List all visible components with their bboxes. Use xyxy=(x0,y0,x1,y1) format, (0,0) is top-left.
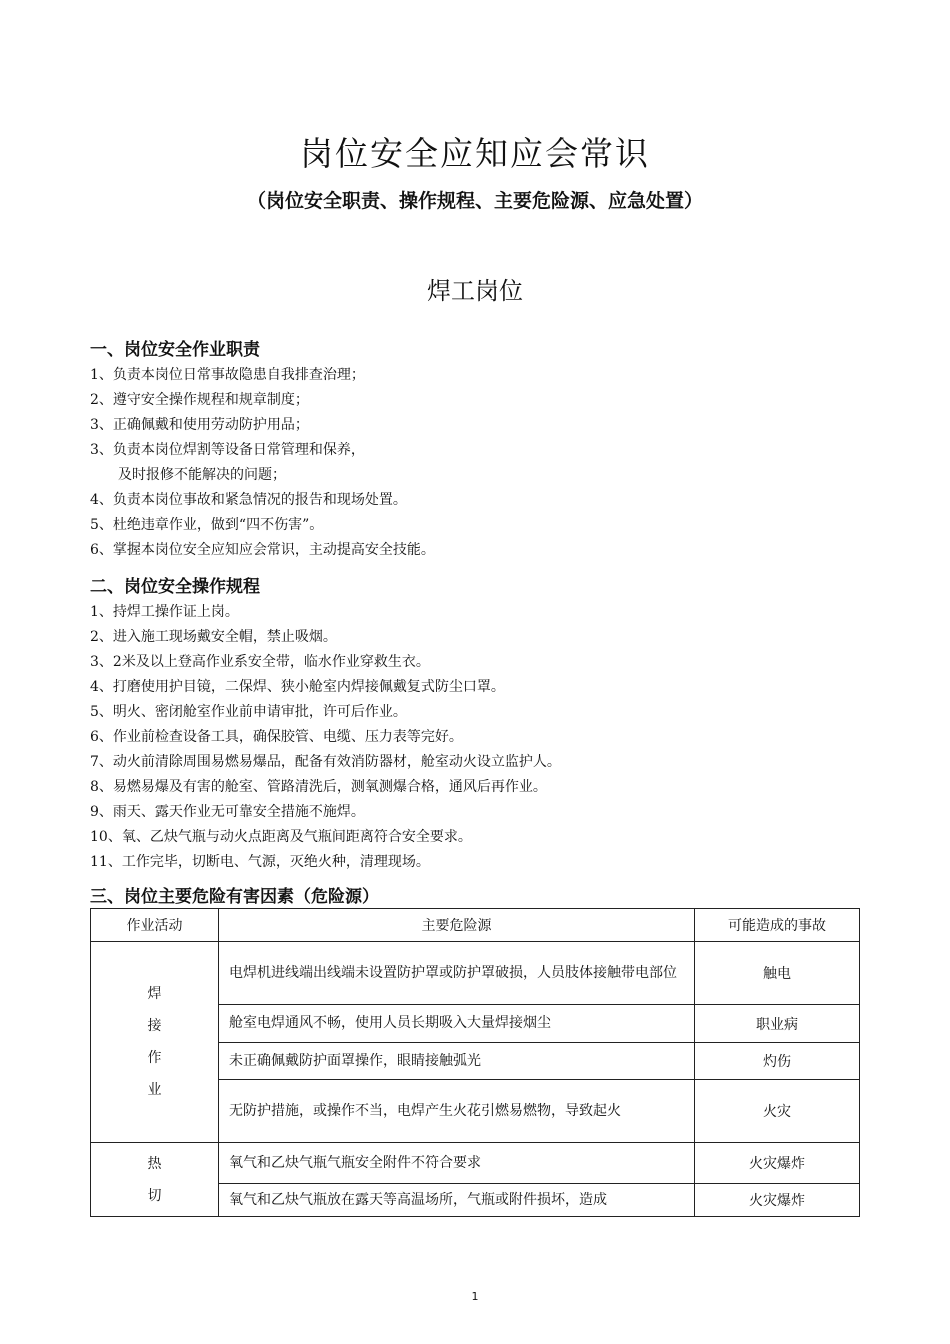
col-header-activity: 作业活动 xyxy=(91,909,219,942)
section-heading: 一、岗位安全作业职责 xyxy=(90,340,260,360)
list-item: 7、动火前清除周围易燃易爆品，配备有效消防器材，舱室动火设立监护人。 xyxy=(90,754,561,770)
activity-char: 切 xyxy=(147,1187,162,1204)
list-item: 3、2米及以上登高作业系安全带，临水作业穿救生衣。 xyxy=(90,654,430,670)
page-bottom-margin xyxy=(0,1221,950,1344)
list-item: 4、负责本岗位事故和紧急情况的报告和现场处置。 xyxy=(90,492,407,508)
hazard-cell: 氧气和乙炔气瓶气瓶安全附件不符合要求 xyxy=(219,1143,695,1184)
list-item: 5、明火、密闭舱室作业前申请审批，许可后作业。 xyxy=(90,704,407,720)
activity-char: 业 xyxy=(147,1082,162,1098)
activity-cell-thermal-cutting xyxy=(91,1143,219,1217)
list-item: 1、持焊工操作证上岗。 xyxy=(90,604,239,620)
list-item: 2、遵守安全操作规程和规章制度； xyxy=(90,392,309,408)
accident-cell: 火灾 xyxy=(695,1080,860,1143)
list-item: 6、掌握本岗位安全应知应会常识，主动提高安全技能。 xyxy=(90,542,435,558)
list-item: 9、雨天、露天作业无可靠安全措施不施焊。 xyxy=(90,804,365,820)
hazard-cell: 无防护措施，或操作不当，电焊产生火花引燃易燃物，导致起火 xyxy=(219,1080,695,1143)
col-header-hazard: 主要危险源 xyxy=(219,909,695,942)
section-heading: 二、岗位安全操作规程 xyxy=(90,577,260,597)
activity-cell-welding xyxy=(91,942,219,1143)
list-item: 3、正确佩戴和使用劳动防护用品； xyxy=(90,417,309,433)
section-heading: 三、岗位主要危险有害因素（危险源） xyxy=(90,887,379,907)
list-item: 8、易燃易爆及有害的舱室、管路清洗后，测氧测爆合格，通风后再作业。 xyxy=(90,779,547,795)
hazard-cell: 舱室电焊通风不畅，使用人员长期吸入大量焊接烟尘 xyxy=(219,1005,695,1043)
list-item: 11、工作完毕，切断电、气源，灭绝火种，清理现场。 xyxy=(90,854,430,870)
table-row xyxy=(91,942,860,1005)
col-header-accident: 可能造成的事故 xyxy=(695,909,860,942)
page-number: 1 xyxy=(471,1290,479,1303)
list-item-continuation xyxy=(90,463,870,488)
hazard-cell: 氧气和乙炔气瓶放在露天等高温场所，气瓶或附件损坏，造成 xyxy=(219,1184,695,1217)
hazard-cell: 未正确佩戴防护面罩操作，眼睛接触弧光 xyxy=(219,1043,695,1080)
hazard-cell: 电焊机进线端出线端未设置防护罩或防护罩破损，人员肢体接触带电部位 xyxy=(219,942,695,1005)
list-item: 6、作业前检查设备工具，确保胶管、电缆、压力表等完好。 xyxy=(90,729,463,745)
section-hazards xyxy=(90,885,870,910)
continuation-text: 及时报修不能解决的问题； xyxy=(118,467,286,483)
list-item: 4、打磨使用护目镜，二保焊、狭小舱室内焊接佩戴复式防尘口罩。 xyxy=(90,679,505,695)
hazard-table xyxy=(90,908,860,1217)
table-row xyxy=(91,1143,860,1184)
document-title: 岗位安全应知应会常识 xyxy=(300,134,650,173)
list-item: 10、氧、乙炔气瓶与动火点距离及气瓶间距离符合安全要求。 xyxy=(90,829,472,845)
list-item: 1、负责本岗位日常事故隐患自我排查治理； xyxy=(90,367,365,383)
activity-char: 作 xyxy=(147,1050,162,1066)
activity-char: 热 xyxy=(147,1155,162,1172)
accident-cell: 职业病 xyxy=(695,1005,860,1043)
list-item: 5、杜绝违章作业，做到“四不伤害”。 xyxy=(90,517,324,533)
accident-cell: 火灾爆炸 xyxy=(695,1143,860,1184)
accident-cell: 火灾爆炸 xyxy=(695,1184,860,1217)
activity-char: 焊 xyxy=(147,986,162,1002)
accident-cell: 灼伤 xyxy=(695,1043,860,1080)
section-safety-duties xyxy=(90,338,870,563)
document-subtitle: （岗位安全职责、操作规程、主要危险源、应急处置） xyxy=(246,190,703,212)
section-operating-rules xyxy=(90,575,870,875)
list-item: 3、负责本岗位焊割等设备日常管理和保养， xyxy=(90,442,365,458)
list-item: 2、进入施工现场戴安全帽，禁止吸烟。 xyxy=(90,629,337,645)
activity-char: 接 xyxy=(147,1018,162,1034)
table-header-row xyxy=(91,909,860,942)
accident-cell: 触电 xyxy=(695,942,860,1005)
post-title: 焊工岗位 xyxy=(427,277,523,305)
